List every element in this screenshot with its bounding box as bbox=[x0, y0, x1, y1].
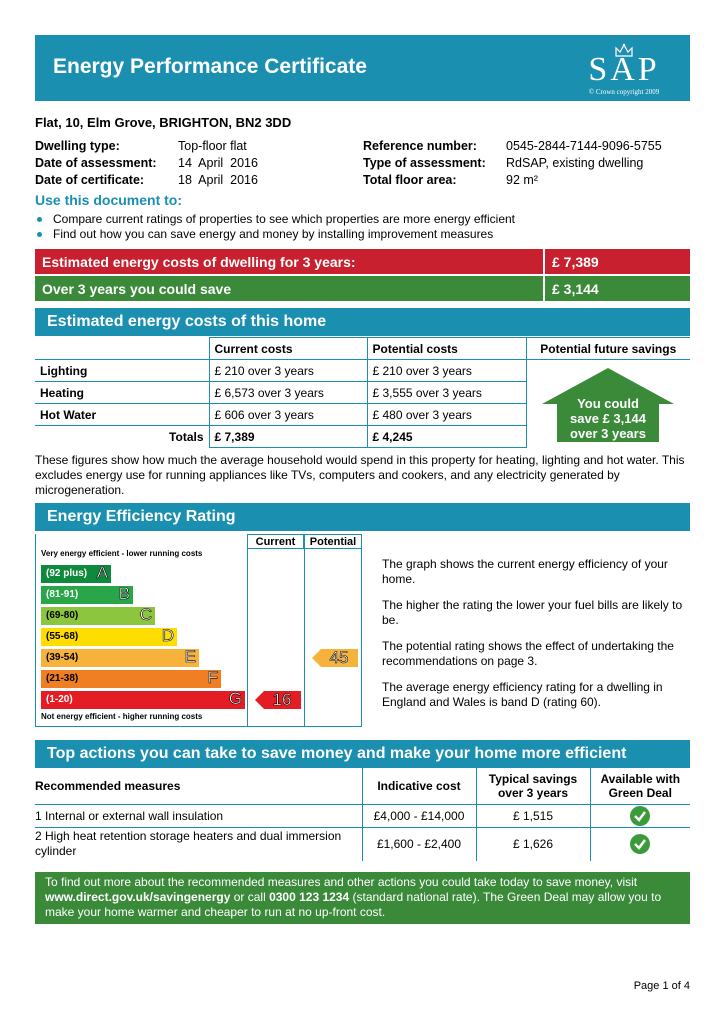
header-savings: Typical savings over 3 years bbox=[476, 768, 590, 804]
floor-area-label: Total floor area: bbox=[363, 173, 457, 187]
costs-note: These figures show how much the average household would spend in this property for heating, lighting and hot water. This excludes energy use for running appliances like TVs, computers and cookers, and any electricity generated by microgeneration. bbox=[35, 453, 685, 497]
totals-label: Totals bbox=[35, 426, 209, 448]
rating-band-e bbox=[41, 649, 199, 667]
header-banner bbox=[35, 35, 690, 101]
band-letter: A bbox=[96, 563, 108, 582]
potential-rating-value: 45 bbox=[329, 648, 349, 667]
rating-paragraph: The potential rating shows the effect of undertaking the recommendations on page 3. bbox=[382, 639, 674, 668]
savings-line-1: You could bbox=[577, 395, 640, 411]
phone-number: 0300 123 1234 bbox=[269, 890, 350, 904]
rating-band-c bbox=[41, 607, 155, 625]
band-range: (69-80) bbox=[46, 610, 79, 621]
assessment-date-label: Date of assessment: bbox=[35, 156, 157, 170]
header-potential-costs: Potential costs bbox=[367, 338, 526, 360]
reference-value: 0545-2844-7144-9096-5755 bbox=[506, 139, 662, 153]
current-cost: £ 6,573 over 3 years bbox=[209, 382, 367, 404]
measure: 1 Internal or external wall insulation bbox=[35, 804, 362, 827]
page-number: Page 1 of 4 bbox=[633, 980, 690, 992]
cost-bar-value: £ 7,389 bbox=[545, 249, 690, 274]
measure-savings: £ 1,515 bbox=[476, 804, 590, 827]
band-letter: E bbox=[184, 647, 196, 666]
costs-section-header: Estimated energy costs of this home bbox=[35, 308, 690, 336]
potential-cost: £ 3,555 over 3 years bbox=[367, 382, 526, 404]
band-letter: G bbox=[228, 689, 242, 708]
rating-band-f bbox=[41, 670, 221, 688]
rating-chart bbox=[35, 534, 362, 727]
table-row bbox=[35, 804, 690, 827]
assessment-type-label: Type of assessment: bbox=[363, 156, 486, 170]
band-range: (21-38) bbox=[46, 673, 79, 684]
header-measures: Recommended measures bbox=[35, 768, 362, 804]
copyright-text: © Crown copyright 2009 bbox=[588, 88, 660, 96]
use-bullet: Find out how you can save energy and money by installing improvement measures bbox=[37, 227, 493, 241]
rating-paragraph: The average energy efficiency rating for a dwelling in England and Wales is band D (rating 60). bbox=[382, 680, 663, 709]
band-range: (1-20) bbox=[46, 694, 73, 705]
bullet-icon bbox=[37, 232, 42, 237]
property-address: Flat, 10, Elm Grove, BRIGHTON, BN2 3DD bbox=[35, 115, 292, 130]
sap-logo bbox=[574, 43, 674, 97]
rating-paragraph: The higher the rating the lower your fuel bills are likely to be. bbox=[382, 598, 683, 627]
measure: 2 High heat retention storage heaters and dual immersion cylinder bbox=[35, 827, 362, 861]
band-range: (92 plus) bbox=[46, 568, 88, 579]
rating-band-a bbox=[41, 565, 111, 583]
band-letter: C bbox=[139, 605, 152, 624]
band-letter: B bbox=[118, 584, 130, 603]
actions-table bbox=[35, 768, 690, 861]
table-header-row bbox=[35, 338, 690, 360]
rating-paragraph: The graph shows the current energy efficiency of your home. bbox=[382, 557, 668, 586]
save-bar: Over 3 years you could save bbox=[35, 276, 543, 301]
table-row bbox=[35, 827, 690, 861]
band-letter: D bbox=[161, 626, 174, 645]
total-potential: £ 4,245 bbox=[367, 426, 526, 448]
savings-house-icon bbox=[538, 364, 678, 444]
tick-icon bbox=[630, 806, 650, 826]
potential-rating-arrow bbox=[312, 649, 358, 667]
measure-cost: £4,000 - £14,000 bbox=[362, 804, 476, 827]
dwelling-type-label: Dwelling type: bbox=[35, 139, 120, 153]
use-bullet: Compare current ratings of properties to see which properties are more energy efficient bbox=[37, 212, 515, 226]
certificate-date-value: 18 April 2016 bbox=[178, 173, 258, 187]
reference-label: Reference number: bbox=[363, 139, 477, 153]
savings-line-2: save £ 3,144 bbox=[570, 410, 647, 426]
band-range: (55-68) bbox=[46, 631, 79, 642]
row-label: Lighting bbox=[35, 360, 209, 382]
save-bar-value: £ 3,144 bbox=[545, 276, 690, 301]
current-rating-value: 16 bbox=[272, 690, 292, 709]
sap-logo-text: SAP bbox=[588, 51, 660, 88]
costs-table bbox=[35, 337, 690, 448]
floor-area-value: 92 m² bbox=[506, 173, 538, 187]
rating-band-d bbox=[41, 628, 177, 646]
savingenergy-link[interactable]: www.direct.gov.uk/savingenergy bbox=[45, 890, 231, 904]
row-label: Hot Water bbox=[35, 404, 209, 426]
advice-box: To find out more about the recommended measures and other actions you could take today to save money, visit www.direct.gov.uk/savingenergy or call 0300 123 1234 (standard national rate). The Green Deal may allow you to make your home warmer and cheaper to run at no up-front cost. bbox=[35, 872, 690, 924]
potential-column-header: Potential bbox=[304, 534, 362, 549]
page-title: Energy Performance Certificate bbox=[53, 55, 367, 78]
rating-band-b bbox=[41, 586, 133, 604]
header-cost: Indicative cost bbox=[362, 768, 476, 804]
band-range: (39-54) bbox=[46, 652, 79, 663]
band-range: (81-91) bbox=[46, 589, 79, 600]
row-label: Heating bbox=[35, 382, 209, 404]
current-rating-arrow bbox=[255, 691, 301, 709]
tick-icon bbox=[630, 834, 650, 854]
dwelling-type-value: Top-floor flat bbox=[178, 139, 247, 153]
current-column-header: Current bbox=[247, 534, 304, 549]
table-header-row bbox=[35, 768, 690, 804]
assessment-date-value: 14 April 2016 bbox=[178, 156, 258, 170]
efficient-note: Very energy efficient - lower running costs bbox=[41, 549, 203, 558]
measure-savings: £ 1,626 bbox=[476, 827, 590, 861]
table-row bbox=[35, 360, 690, 382]
rating-band-g bbox=[41, 691, 245, 709]
rating-section-header: Energy Efficiency Rating bbox=[35, 503, 690, 531]
total-current: £ 7,389 bbox=[209, 426, 367, 448]
band-letter: F bbox=[207, 668, 218, 687]
savings-line-3: over 3 years bbox=[570, 425, 647, 441]
use-document-title: Use this document to: bbox=[35, 192, 183, 208]
measure-cost: £1,600 - £2,400 bbox=[362, 827, 476, 861]
potential-cost: £ 210 over 3 years bbox=[367, 360, 526, 382]
potential-cost: £ 480 over 3 years bbox=[367, 404, 526, 426]
assessment-type-value: RdSAP, existing dwelling bbox=[506, 156, 644, 170]
header-current-costs: Current costs bbox=[209, 338, 367, 360]
cost-bar: Estimated energy costs of dwelling for 3 years: bbox=[35, 249, 543, 274]
current-cost: £ 606 over 3 years bbox=[209, 404, 367, 426]
certificate-date-label: Date of certificate: bbox=[35, 173, 145, 187]
header-green-deal: Available with Green Deal bbox=[590, 768, 690, 804]
savings-cell bbox=[526, 360, 690, 448]
actions-section-header: Top actions you can take to save money and make your home more efficient bbox=[35, 740, 690, 768]
header-future-savings: Potential future savings bbox=[526, 338, 690, 360]
inefficient-note: Not energy efficient - higher running costs bbox=[41, 712, 203, 721]
bullet-icon bbox=[37, 217, 42, 222]
current-cost: £ 210 over 3 years bbox=[209, 360, 367, 382]
